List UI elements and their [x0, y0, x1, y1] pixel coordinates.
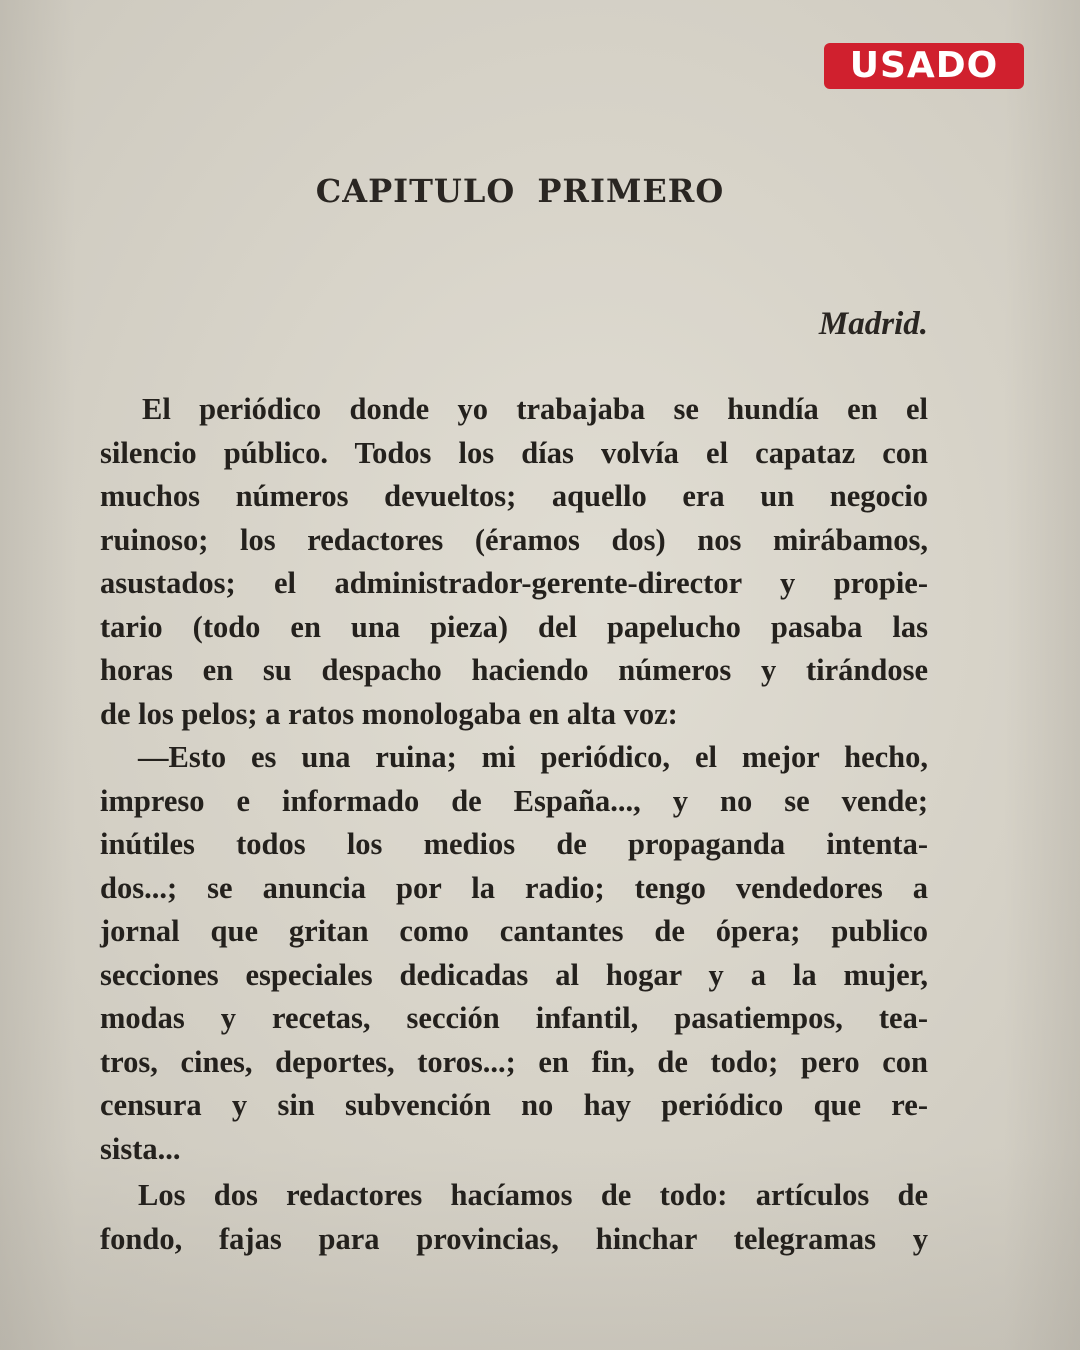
text-line: tros, cines, deportes, toros...; en fin, de todo; pero con	[100, 1044, 928, 1079]
text-line: secciones especiales dedicadas al hogar y a la mujer,	[100, 957, 928, 992]
used-badge: USADO	[824, 43, 1024, 89]
text-line: jornal que gritan como cantantes de ópera; publico	[100, 914, 928, 948]
text-line: silencio público. Todos los días volvía el capataz con	[100, 435, 928, 470]
text-line: impreso e informado de España..., y no se vende;	[100, 783, 928, 818]
place-heading: Madrid.	[818, 306, 928, 342]
text-line: sista...	[100, 1131, 181, 1166]
chapter-title: CAPITULO PRIMERO	[315, 172, 725, 210]
text-line: inútiles todos los medios de propaganda intenta-	[100, 827, 928, 861]
body-text	[100, 388, 928, 1261]
text-line: Los dos redactores hacíamos de todo: artículos de	[138, 1178, 928, 1212]
text-line: tario (todo en una pieza) del papelucho pasaba las	[100, 609, 928, 644]
text-line: ruinoso; los redactores (éramos dos) nos mirábamos,	[100, 522, 928, 557]
text-line: fondo, fajas para provincias, hinchar telegramas y	[100, 1221, 928, 1256]
text-line: dos...; se anuncia por la radio; tengo vendedores a	[100, 870, 928, 905]
text-line: El periódico donde yo trabajaba se hundía en el	[142, 392, 928, 426]
text-line: horas en su despacho haciendo números y tirándose	[100, 653, 928, 687]
text-line: censura y sin subvención no hay periódico que re-	[100, 1088, 928, 1122]
text-line: asustados; el administrador-gerente-director y propie-	[100, 566, 928, 600]
text-line: muchos números devueltos; aquello era un negocio	[100, 479, 928, 513]
text-line: de los pelos; a ratos monologaba en alta voz:	[100, 696, 678, 731]
text-line: —Esto es una ruina; mi periódico, el mejor hecho,	[138, 740, 928, 774]
text-line: modas y recetas, sección infantil, pasatiempos, tea-	[100, 1001, 928, 1035]
